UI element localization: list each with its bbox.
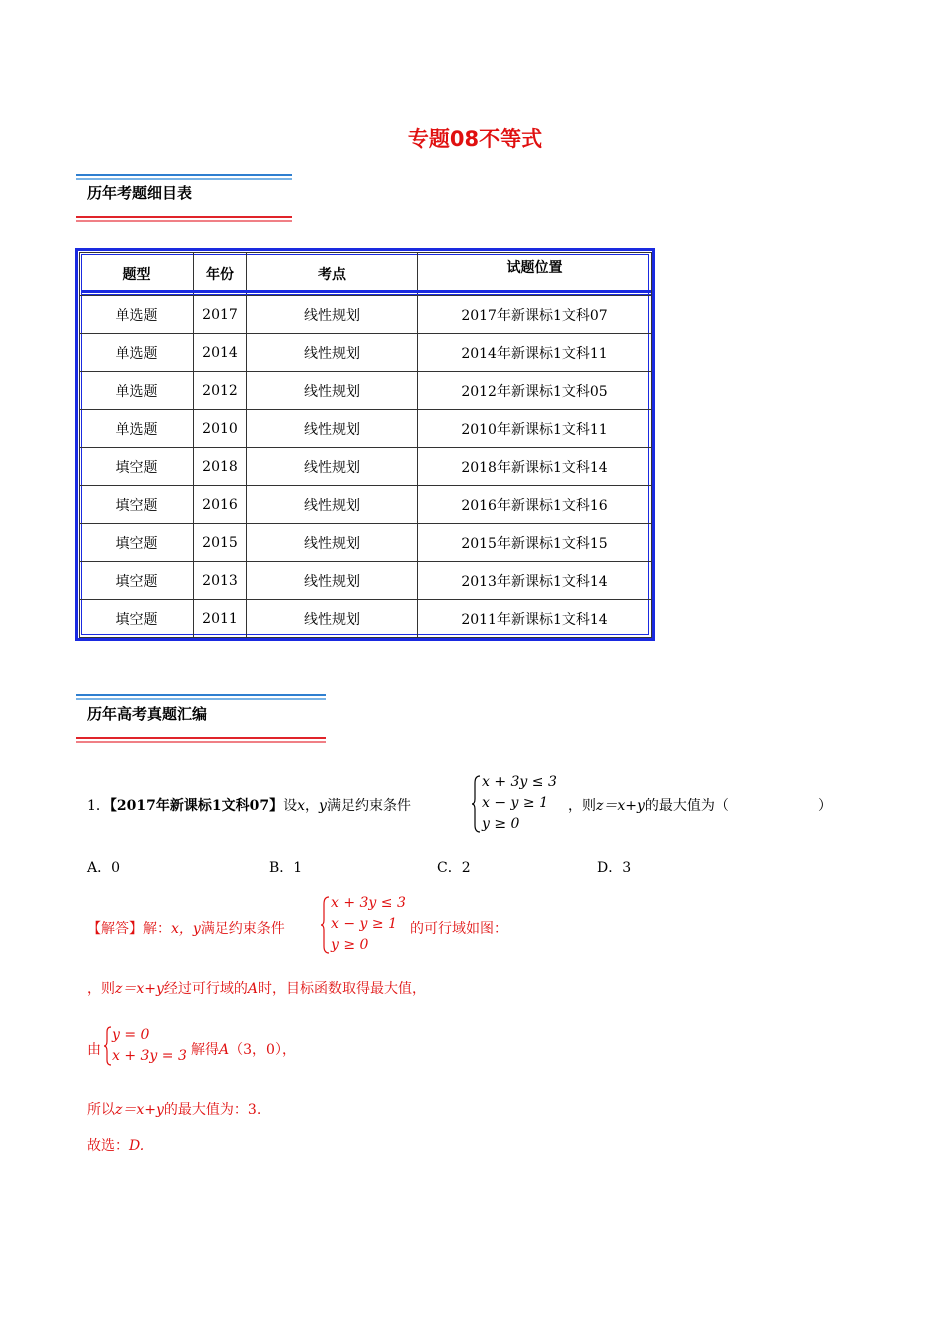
question-stem-right xyxy=(568,795,729,815)
cell-type: 单选题 xyxy=(80,296,194,334)
section2-rule-bottom xyxy=(76,737,326,739)
question-var-y: y xyxy=(319,798,327,814)
cell-topic: 线性规划 xyxy=(247,486,418,524)
section2-rule-top xyxy=(76,694,326,696)
solution-line-2 xyxy=(87,978,426,998)
table-row xyxy=(80,486,652,524)
question-text-end: 的最大值为（ xyxy=(644,798,729,814)
question-comma: ， xyxy=(305,798,320,814)
solution-line2-objective: z＝x+y xyxy=(115,981,164,997)
solution-equation-2: x + 3y = 3 xyxy=(112,1048,187,1064)
table-row xyxy=(80,600,652,638)
cell-year: 2011 xyxy=(194,600,247,638)
question-stem-left xyxy=(87,795,411,815)
table-row xyxy=(80,562,652,600)
cell-type: 单选题 xyxy=(80,410,194,448)
section2-rule-top-light xyxy=(76,698,326,700)
option-c: C．2 xyxy=(437,860,471,876)
option-d: D．3 xyxy=(597,860,632,876)
solution-system-brace xyxy=(103,1026,112,1066)
section2-rule-bottom-light xyxy=(76,741,326,743)
solution-equation-system xyxy=(112,1025,187,1067)
question-objective: z＝x+y xyxy=(596,798,645,814)
solution-line3-pre: 由 xyxy=(87,1042,101,1058)
table-row xyxy=(80,296,652,334)
section-rule-top-light xyxy=(76,178,292,180)
cell-topic: 线性规划 xyxy=(247,296,418,334)
cell-position: 2018年新课标1文科14 xyxy=(418,448,652,486)
table-header-separator-thin xyxy=(81,294,651,295)
question-text-pre: 设 xyxy=(283,798,298,814)
solution-line-1 xyxy=(87,918,285,938)
cell-year: 2017 xyxy=(194,296,247,334)
table-row xyxy=(80,448,652,486)
cell-year: 2015 xyxy=(194,524,247,562)
solution-constraint-2: x − y ≥ 1 xyxy=(331,916,397,932)
solution-line2-mid: 经过可行域的 xyxy=(163,981,248,997)
solution-constraint-system xyxy=(331,893,406,956)
cell-position: 2015年新课标1文科15 xyxy=(418,524,652,562)
question-text-mid: 满足约束条件 xyxy=(326,798,411,814)
header-year: 年份 xyxy=(194,253,247,296)
solution-line2-post: 时，目标函数取得最大值， xyxy=(258,981,427,997)
table-row xyxy=(80,372,652,410)
cell-year: 2016 xyxy=(194,486,247,524)
header-topic: 考点 xyxy=(247,253,418,296)
question-brace xyxy=(471,775,481,833)
cell-position: 2012年新课标1文科05 xyxy=(418,372,652,410)
solution-constraint-3: y ≥ 0 xyxy=(331,937,369,953)
cell-type: 填空题 xyxy=(80,562,194,600)
solution-constraint-1: x + 3y ≤ 3 xyxy=(331,895,406,911)
section-heading-table: 历年考题细目表 xyxy=(87,184,193,202)
cell-year: 2013 xyxy=(194,562,247,600)
solution-line1-pre: 解： xyxy=(143,921,171,937)
cell-topic: 线性规划 xyxy=(247,372,418,410)
question-text-post: ，则 xyxy=(568,798,596,814)
cell-type: 单选题 xyxy=(80,334,194,372)
table-row xyxy=(80,334,652,372)
cell-type: 单选题 xyxy=(80,372,194,410)
solution-line-3 xyxy=(191,1039,296,1059)
cell-topic: 线性规划 xyxy=(247,334,418,372)
solution-line3-point: A xyxy=(219,1042,230,1058)
cell-year: 2012 xyxy=(194,372,247,410)
solution-tag: 【解答】 xyxy=(87,921,143,937)
option-b: B．1 xyxy=(269,860,303,876)
header-position: 试题位置 xyxy=(418,253,652,296)
solution-line3-coords: （3，0）， xyxy=(229,1042,296,1058)
solution-line3-post: 解得 xyxy=(191,1042,219,1058)
solution-line4-post: 的最大值为：3. xyxy=(163,1102,262,1118)
question-close-paren: ） xyxy=(818,798,832,814)
solution-answer: D. xyxy=(129,1138,145,1154)
question-var-x: x xyxy=(297,798,306,814)
solution-brace xyxy=(320,896,330,954)
constraint-1: x + 3y ≤ 3 xyxy=(482,774,557,790)
cell-type: 填空题 xyxy=(80,600,194,638)
page-title: 专题08不等式 xyxy=(407,127,543,151)
cell-position: 2010年新课标1文科11 xyxy=(418,410,652,448)
cell-position: 2017年新课标1文科07 xyxy=(418,296,652,334)
table-header-separator xyxy=(81,290,651,293)
section-rule-bottom-light xyxy=(76,220,292,222)
cell-position: 2013年新课标1文科14 xyxy=(418,562,652,600)
solution-equation-1: y = 0 xyxy=(112,1027,150,1043)
table-row xyxy=(80,410,652,448)
cell-topic: 线性规划 xyxy=(247,524,418,562)
solution-line4-pre: 所以 xyxy=(87,1102,115,1118)
cell-type: 填空题 xyxy=(80,486,194,524)
question-source: 【2017年新课标1文科07】 xyxy=(109,798,284,814)
cell-topic: 线性规划 xyxy=(247,600,418,638)
solution-line2-point: A xyxy=(247,981,259,997)
table-row xyxy=(80,524,652,562)
section-rule-top xyxy=(76,174,292,176)
question-number: 1． xyxy=(87,798,110,814)
solution-line1-mid: 满足约束条件 xyxy=(200,921,285,937)
exam-table xyxy=(79,252,652,638)
header-type: 题型 xyxy=(80,253,194,296)
section-rule-bottom xyxy=(76,216,292,218)
cell-topic: 线性规划 xyxy=(247,410,418,448)
section-heading-questions: 历年高考真题汇编 xyxy=(87,705,208,723)
cell-topic: 线性规划 xyxy=(247,448,418,486)
solution-line4-objective: z＝x+y xyxy=(115,1102,164,1118)
solution-line-4 xyxy=(87,1099,261,1119)
cell-year: 2014 xyxy=(194,334,247,372)
cell-year: 2018 xyxy=(194,448,247,486)
cell-topic: 线性规划 xyxy=(247,562,418,600)
question-constraint-system xyxy=(482,772,557,835)
cell-type: 填空题 xyxy=(80,524,194,562)
cell-position: 2014年新课标1文科11 xyxy=(418,334,652,372)
solution-vars: x，y xyxy=(171,921,201,937)
solution-line2-pre: ，则 xyxy=(87,981,115,997)
cell-position: 2011年新课标1文科14 xyxy=(418,600,652,638)
option-a: A．0 xyxy=(87,860,121,876)
cell-type: 填空题 xyxy=(80,448,194,486)
solution-line-5 xyxy=(87,1135,144,1155)
cell-year: 2010 xyxy=(194,410,247,448)
cell-position: 2016年新课标1文科16 xyxy=(418,486,652,524)
solution-line1-post: 的可行域如图： xyxy=(410,921,508,937)
solution-line5-pre: 故选： xyxy=(87,1138,129,1154)
constraint-2: x − y ≥ 1 xyxy=(482,795,548,811)
constraint-3: y ≥ 0 xyxy=(482,816,520,832)
